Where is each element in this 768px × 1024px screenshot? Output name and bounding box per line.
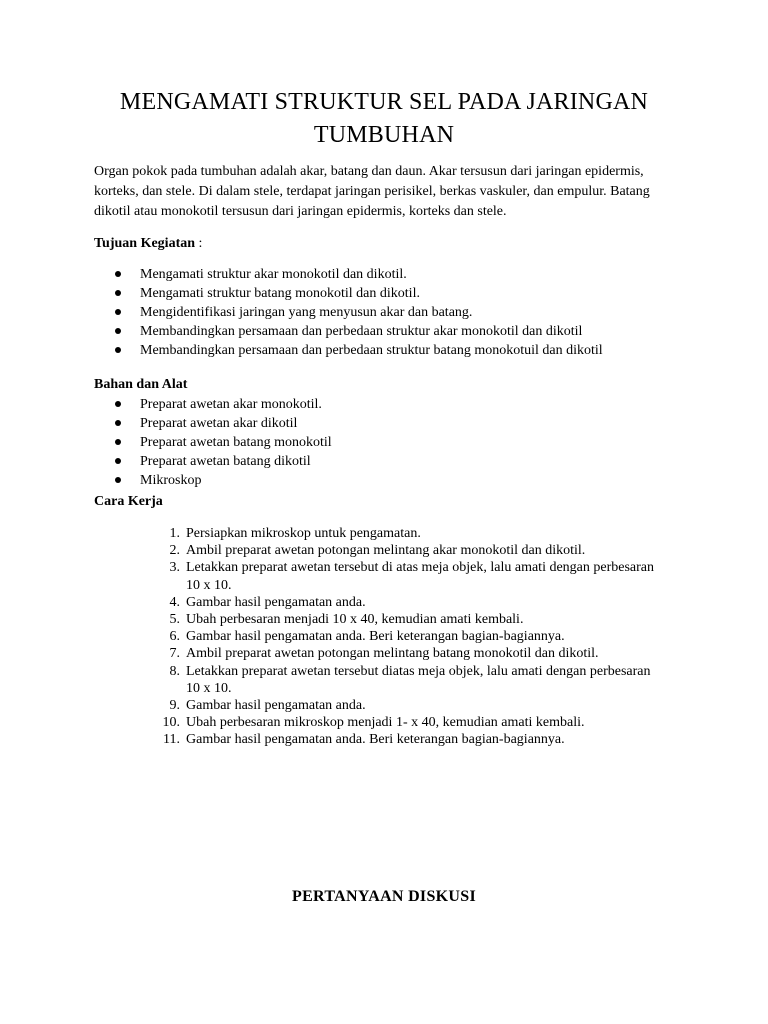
step-item: [94, 542, 654, 559]
step-item: [94, 697, 654, 714]
step-item: [94, 663, 654, 697]
step-item: [94, 731, 654, 748]
list-item: [94, 322, 704, 341]
step-text: Letakkan preparat awetan tersebut di atas meja objek, lalu amati dengan perbesaran 10 x 10.: [186, 560, 655, 593]
page-title: MENGAMATI STRUKTUR SEL PADA JARINGAN TUMBUHAN: [119, 89, 649, 148]
step-text: Gambar hasil pengamatan anda. Beri keterangan bagian-bagiannya.: [186, 732, 565, 748]
step-number: 4.: [169, 594, 180, 610]
step-item: [94, 559, 654, 593]
step-number: 1.: [169, 526, 180, 541]
step-number: 11.: [163, 732, 180, 748]
tujuan-heading: [94, 234, 202, 253]
step-number: 5.: [169, 612, 180, 628]
step-item: [94, 645, 654, 662]
step-text: Ubah perbesaran menjadi 10 x 40, kemudian amati kembali.: [186, 612, 524, 628]
tujuan-heading-label: Tujuan Kegiatan: [94, 236, 196, 251]
bullet-icon: [115, 271, 121, 277]
step-number: 9.: [169, 698, 180, 714]
step-item: [94, 611, 654, 628]
bullet-icon: [115, 420, 121, 426]
list-item-text: Mengamati struktur batang monokotil dan dikotil.: [140, 286, 420, 301]
cara-heading: Cara Kerja: [94, 494, 163, 509]
intro-paragraph: Organ pokok pada tumbuhan adalah akar, batang dan daun. Akar tersusun dari jaringan epidermis, korteks, dan stele. Di dalam stele, terdapat jaringan perisikel, berkas vaskuler, dan empulur. Batang dikotil atau monokotil tersusun dari jaringan epidermis, korteks dan stele.: [94, 164, 650, 219]
bullet-icon: [115, 347, 121, 353]
step-number: 10.: [162, 715, 180, 731]
step-number: 8.: [169, 663, 180, 679]
list-item-text: Mikroskop: [140, 473, 202, 488]
step-item: [94, 714, 654, 731]
step-text: Persiapkan mikroskop untuk pengamatan.: [186, 526, 421, 541]
list-item: [94, 284, 704, 303]
list-item: [94, 303, 704, 322]
step-number: 2.: [169, 543, 180, 559]
list-item-text: Membandingkan persamaan dan perbedaan struktur akar monokotil dan dikotil: [140, 324, 583, 339]
list-item: [94, 341, 704, 360]
tujuan-list: [94, 265, 704, 360]
cara-steps: [94, 525, 654, 749]
step-item: [94, 525, 654, 542]
list-item-text: Preparat awetan akar dikotil: [140, 416, 298, 431]
list-item: [94, 452, 704, 471]
step-text: Ambil preparat awetan potongan melintang batang monokotil dan dikotil.: [186, 646, 599, 662]
bullet-icon: [115, 309, 121, 315]
list-item-text: Preparat awetan akar monokotil.: [140, 397, 322, 412]
step-text: Gambar hasil pengamatan anda. Beri keterangan bagian-bagiannya.: [186, 629, 565, 645]
bullet-icon: [115, 328, 121, 334]
list-item-text: Mengidentifikasi jaringan yang menyusun akar dan batang.: [140, 305, 473, 320]
list-item: [94, 433, 704, 452]
step-text: Ambil preparat awetan potongan melintang akar monokotil dan dikotil.: [186, 543, 586, 559]
discussion-heading: PERTANYAAN DISKUSI: [292, 888, 476, 905]
bullet-icon: [115, 439, 121, 445]
list-item-text: Membandingkan persamaan dan perbedaan struktur batang monokotuil dan dikotil: [140, 343, 603, 358]
bahan-heading: Bahan dan Alat: [94, 377, 188, 392]
step-number: 7.: [169, 646, 180, 662]
list-item: [94, 395, 704, 414]
list-item: [94, 471, 704, 490]
step-text: Gambar hasil pengamatan anda.: [186, 594, 366, 610]
list-item-text: Preparat awetan batang monokotil: [140, 435, 332, 450]
list-item: [94, 265, 704, 284]
tujuan-heading-colon: :: [195, 236, 203, 251]
step-text: Letakkan preparat awetan tersebut diatas meja objek, lalu amati dengan perbesaran 10 x 10.: [186, 663, 651, 696]
step-number: 3.: [169, 560, 180, 576]
bahan-list: [94, 395, 704, 490]
bullet-icon: [115, 290, 121, 296]
step-number: 6.: [169, 629, 180, 645]
step-text: Gambar hasil pengamatan anda.: [186, 698, 366, 714]
step-item: [94, 628, 654, 645]
bullet-icon: [115, 401, 121, 407]
step-text: Ubah perbesaran mikroskop menjadi 1- x 40, kemudian amati kembali.: [186, 715, 585, 731]
list-item-text: Mengamati struktur akar monokotil dan dikotil.: [140, 267, 407, 282]
list-item: [94, 414, 704, 433]
bullet-icon: [115, 458, 121, 464]
list-item-text: Preparat awetan batang dikotil: [140, 454, 311, 469]
bullet-icon: [115, 477, 121, 483]
step-item: [94, 594, 654, 611]
